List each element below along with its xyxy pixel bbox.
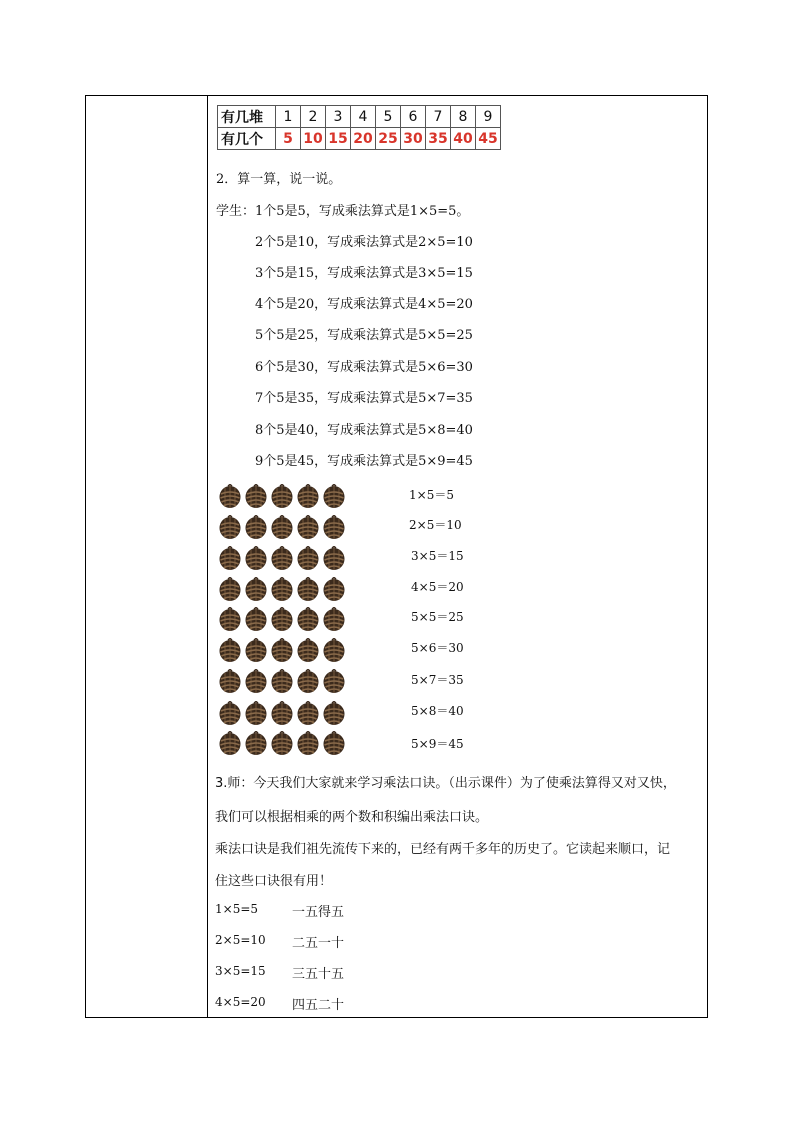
- pinecone-icon: [322, 607, 346, 636]
- pinecone-icon: [218, 607, 242, 636]
- picture-equation-7: 5×7＝35: [411, 673, 464, 687]
- pinecone-row: [218, 577, 346, 606]
- rhyme-text-1: 一五得五: [292, 905, 345, 920]
- pile-cell: 5: [376, 106, 401, 128]
- pinecone-row: [218, 701, 346, 730]
- pinecone-icon: [270, 484, 294, 513]
- pinecone-icon: [296, 731, 320, 760]
- sentence-4: 4个5是20，写成乘法算式是4×5=20: [255, 297, 473, 312]
- pinecone-icon: [270, 731, 294, 760]
- picture-equation-6: 5×6＝30: [411, 641, 464, 655]
- rhyme-text-2: 二五一十: [292, 936, 345, 951]
- pinecone-icon: [244, 669, 268, 698]
- rhyme-equation-3: 3×5=15: [215, 964, 266, 978]
- count-cell: 45: [476, 128, 501, 150]
- count-cell: 10: [301, 128, 326, 150]
- pinecone-icon: [296, 701, 320, 730]
- pile-cell: 3: [326, 106, 351, 128]
- pinecone-icon: [218, 669, 242, 698]
- rhyme-text-3: 三五十五: [292, 967, 345, 982]
- pinecone-icon: [322, 515, 346, 544]
- sentence-6: 6个5是30，写成乘法算式是5×6=30: [255, 360, 473, 375]
- history-line-1: 乘法口诀是我们祖先流传下来的，已经有两千多年的历史了。它读起来顺口，记: [215, 842, 671, 857]
- pinecone-icon: [296, 546, 320, 575]
- pile-cell: 1: [276, 106, 301, 128]
- counts-row: [218, 128, 501, 150]
- pinecone-icon: [244, 577, 268, 606]
- picture-equation-9: 5×9＝45: [411, 737, 464, 751]
- pinecone-icon: [322, 669, 346, 698]
- pinecone-icon: [218, 638, 242, 667]
- rhyme-text-4: 四五二十: [292, 998, 345, 1013]
- pinecone-row: [218, 515, 346, 544]
- pinecone-row: [218, 484, 346, 513]
- pile-cell: 8: [451, 106, 476, 128]
- student-prefix: 学生：: [216, 204, 256, 219]
- sentence-5: 5个5是25，写成乘法算式是5×5=25: [255, 328, 473, 343]
- pinecone-icon: [218, 577, 242, 606]
- pinecone-icon: [322, 638, 346, 667]
- pile-cell: 4: [351, 106, 376, 128]
- picture-equation-4: 4×5＝20: [411, 580, 464, 594]
- pinecone-icon: [244, 546, 268, 575]
- pile-cell: 9: [476, 106, 501, 128]
- sentence-3: 3个5是15，写成乘法算式是3×5=15: [255, 266, 473, 281]
- count-table: [217, 105, 501, 150]
- piles-row: [218, 106, 501, 128]
- pinecone-icon: [218, 515, 242, 544]
- section-2-title: 2．算一算，说一说。: [216, 172, 342, 187]
- picture-equation-1: 1×5＝5: [409, 488, 454, 502]
- count-cell: 40: [451, 128, 476, 150]
- pinecone-icon: [218, 731, 242, 760]
- count-cell: 15: [326, 128, 351, 150]
- pinecone-icon: [270, 701, 294, 730]
- pinecone-icon: [296, 484, 320, 513]
- pinecone-icon: [270, 638, 294, 667]
- rhyme-equation-2: 2×5=10: [215, 933, 266, 947]
- pinecone-icon: [322, 577, 346, 606]
- pinecone-row: [218, 638, 346, 667]
- pinecone-icon: [218, 546, 242, 575]
- pinecone-icon: [322, 484, 346, 513]
- picture-equation-3: 3×5＝15: [411, 549, 464, 563]
- pinecone-icon: [322, 701, 346, 730]
- history-line-2: 住这些口诀很有用！: [215, 874, 333, 889]
- pinecone-icon: [270, 515, 294, 544]
- picture-equation-5: 5×5＝25: [411, 610, 464, 624]
- pinecone-icon: [270, 577, 294, 606]
- pinecone-icon: [244, 515, 268, 544]
- rhyme-equation-1: 1×5=5: [215, 902, 259, 916]
- pinecone-row: [218, 546, 346, 575]
- column-divider: [207, 95, 208, 1018]
- pile-cell: 6: [401, 106, 426, 128]
- pinecone-icon: [322, 546, 346, 575]
- sentence-9: 9个5是45，写成乘法算式是5×9=45: [255, 454, 473, 469]
- pinecone-icon: [270, 546, 294, 575]
- sentence-2: 2个5是10，写成乘法算式是2×5=10: [255, 235, 473, 250]
- pinecone-icon: [296, 607, 320, 636]
- sentence-8: 8个5是40，写成乘法算式是5×8=40: [255, 423, 473, 438]
- pinecone-icon: [218, 484, 242, 513]
- count-cell: 20: [351, 128, 376, 150]
- pinecone-icon: [270, 607, 294, 636]
- picture-equation-8: 5×8＝40: [411, 704, 464, 718]
- count-cell: 30: [401, 128, 426, 150]
- pinecone-icon: [244, 638, 268, 667]
- pinecone-row: [218, 607, 346, 636]
- pinecone-row: [218, 669, 346, 698]
- pinecone-icon: [244, 701, 268, 730]
- pinecone-icon: [296, 638, 320, 667]
- pinecone-icon: [244, 484, 268, 513]
- pinecone-icon: [322, 731, 346, 760]
- piles-header: 有几堆: [218, 106, 276, 128]
- picture-equation-2: 2×5＝10: [409, 518, 462, 532]
- section-3-line-1: 3.师：今天我们大家就来学习乘法口诀。（出示课件）为了使乘法算得又对又快，: [215, 776, 676, 791]
- pile-cell: 7: [426, 106, 451, 128]
- count-cell: 35: [426, 128, 451, 150]
- section-3-line-2: 我们可以根据相乘的两个数和积编出乘法口诀。: [215, 810, 489, 825]
- pile-cell: 2: [301, 106, 326, 128]
- pinecone-icon: [270, 669, 294, 698]
- pinecone-icon: [244, 607, 268, 636]
- count-cell: 25: [376, 128, 401, 150]
- pinecone-row: [218, 731, 346, 760]
- counts-header: 有几个: [218, 128, 276, 150]
- pinecone-icon: [296, 577, 320, 606]
- pinecone-icon: [244, 731, 268, 760]
- sentence-7: 7个5是35，写成乘法算式是5×7=35: [255, 391, 473, 406]
- pinecone-icon: [296, 669, 320, 698]
- pinecone-icon: [218, 701, 242, 730]
- count-cell: 5: [276, 128, 301, 150]
- sentence-1: 1个5是5，写成乘法算式是1×5=5。: [255, 204, 470, 219]
- pinecone-icon: [296, 515, 320, 544]
- rhyme-equation-4: 4×5=20: [215, 995, 266, 1009]
